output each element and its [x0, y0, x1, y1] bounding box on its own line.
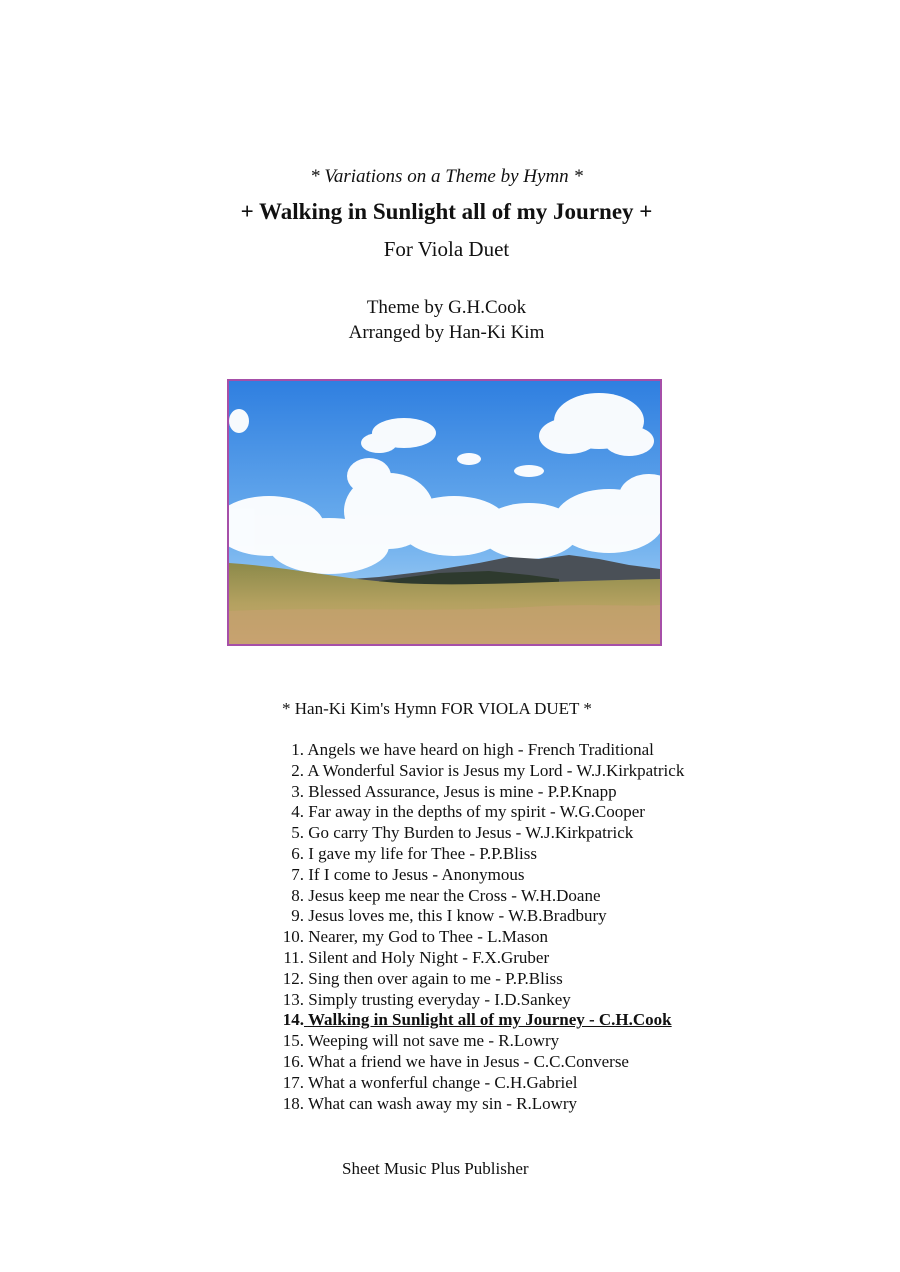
list-item-current [280, 1010, 684, 1031]
list-item [280, 1094, 684, 1115]
list-item-number: 11. [283, 947, 304, 967]
composer-credit: Theme by G.H.Cook [366, 297, 527, 318]
list-item [280, 740, 684, 761]
landscape-illustration [229, 381, 660, 644]
list-item [280, 886, 684, 907]
list-item [280, 761, 684, 782]
list-item-number: 5. [291, 823, 304, 843]
list-item-title: A Wonderful Savior is Jesus my Lord - W.J.Kirkpatrick [307, 760, 685, 780]
arranger-credit: Arranged by Han-Ki Kim [348, 322, 545, 343]
list-item [280, 865, 684, 886]
list-item [280, 927, 684, 948]
list-item [280, 1031, 684, 1052]
list-item-title: If I come to Jesus - Anonymous [308, 864, 525, 884]
list-item-number: 2. [291, 760, 304, 780]
list-item [280, 948, 684, 969]
list-item [280, 802, 684, 823]
list-item-number: 7. [291, 864, 304, 884]
cover-photo [227, 379, 662, 646]
list-item-number: 16. [282, 1051, 304, 1071]
list-item-title: Blessed Assurance, Jesus is mine - P.P.Knapp [308, 781, 617, 801]
list-item [280, 844, 684, 865]
list-item-number: 3. [291, 781, 304, 801]
series-heading: * Han-Ki Kim's Hymn FOR VIOLA DUET * [282, 699, 592, 718]
list-item-number: 14. [282, 1010, 304, 1030]
list-item-number: 15. [282, 1031, 304, 1051]
list-item-number: 1. [291, 740, 304, 759]
list-item-number: 8. [291, 885, 304, 905]
series-subtitle: * Variations on a Theme by Hymn * [310, 166, 583, 187]
list-item-title: Far away in the depths of my spirit - W.G.Cooper [308, 802, 645, 822]
list-item [280, 782, 684, 803]
list-item-number: 9. [291, 906, 304, 926]
list-item-title: Weeping will not save me - R.Lowry [307, 1031, 560, 1051]
list-item-title: Nearer, my God to Thee - L.Mason [308, 927, 549, 947]
list-item-number: 18. [282, 1093, 304, 1113]
list-item [280, 990, 684, 1011]
page-title: + Walking in Sunlight all of my Journey + [240, 199, 653, 224]
list-item-number: 13. [282, 989, 304, 1009]
list-item-title: Walking in Sunlight all of my Journey - C.H.Cook [307, 1010, 672, 1030]
list-item-title: What a wonferful change - C.H.Gabriel [307, 1072, 578, 1092]
list-item-title: Silent and Holy Night - F.X.Gruber [308, 947, 550, 967]
list-item-number: 4. [291, 802, 304, 822]
list-item-number: 6. [291, 843, 304, 863]
list-item-title: Angels we have heard on high - French Traditional [307, 740, 654, 759]
list-item [280, 906, 684, 927]
list-item-number: 12. [282, 968, 304, 988]
hymn-series-list [280, 740, 684, 1114]
list-item [280, 1052, 684, 1073]
list-item [280, 1073, 684, 1094]
list-item-number: 10. [282, 927, 304, 947]
list-item-title: I gave my life for Thee - P.P.Bliss [308, 843, 537, 863]
list-item-title: Sing then over again to me - P.P.Bliss [308, 968, 563, 988]
list-item-title: Jesus loves me, this I know - W.B.Bradbury [308, 906, 607, 926]
list-item [280, 823, 684, 844]
list-item-title: What a friend we have in Jesus - C.C.Converse [307, 1051, 629, 1071]
instrumentation-line: For Viola Duet [383, 237, 510, 261]
list-item [280, 969, 684, 990]
list-item-number: 17. [282, 1072, 304, 1092]
publisher-name: Sheet Music Plus Publisher [342, 1159, 529, 1178]
list-item-title: Jesus keep me near the Cross - W.H.Doane [308, 885, 601, 905]
list-item-title: What can wash away my sin - R.Lowry [307, 1093, 578, 1113]
grassland-shadow [229, 605, 660, 644]
list-item-title: Simply trusting everyday - I.D.Sankey [308, 989, 571, 1009]
list-item-title: Go carry Thy Burden to Jesus - W.J.Kirkpatrick [308, 823, 634, 843]
